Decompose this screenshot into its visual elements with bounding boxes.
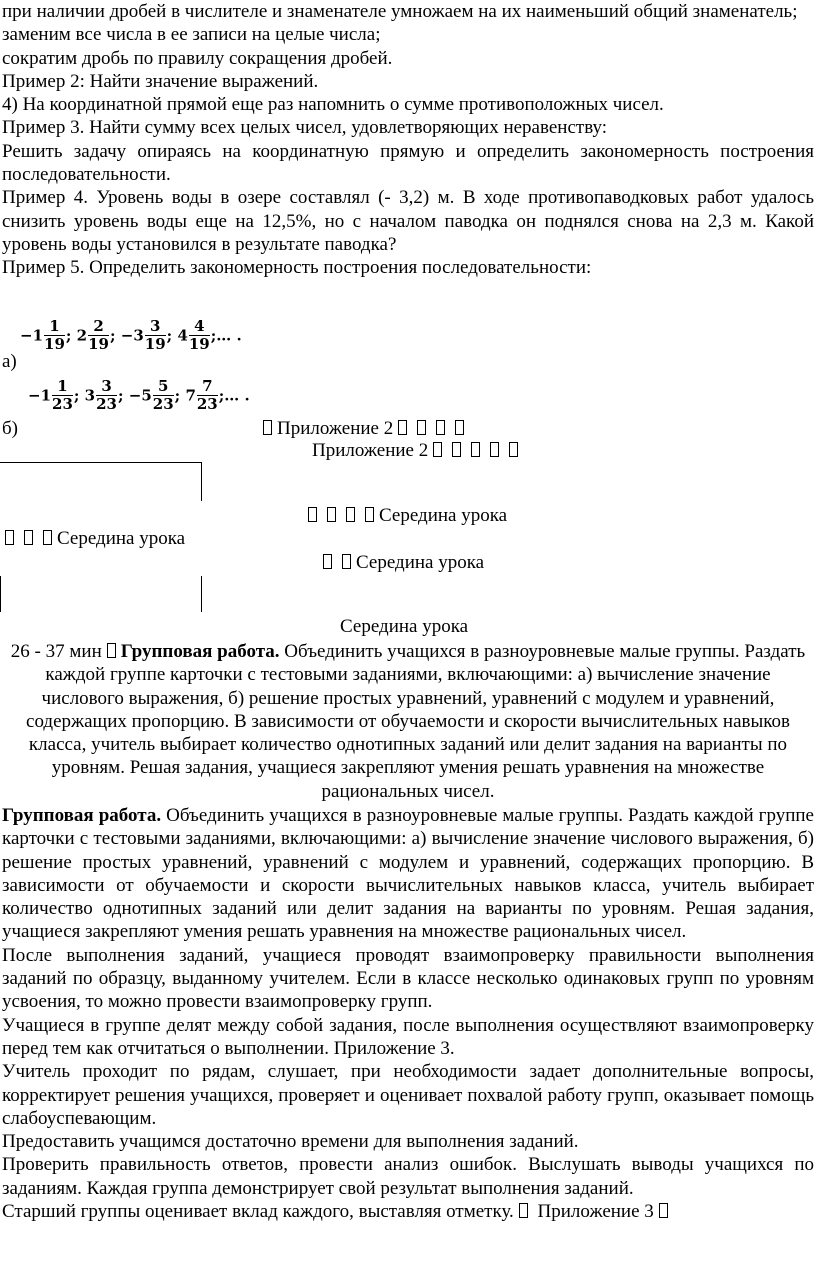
- paragraph: Проверить правильность ответов, провести анализ ошибок. Выслушать выводы учащихся по заданиям. Каждая группа демонстрирует свой результат выполнения заданий.: [2, 1154, 814, 1199]
- missing-glyph-icon: [519, 1203, 528, 1218]
- paragraph: Учитель проходит по рядам, слушает, при необходимости задает дополнительные вопросы, корректирует решения учащихся, проверяет и оценивает похвалой работу групп, оказывает помощь слабоуспевающим.: [2, 1061, 814, 1129]
- middle-lesson-label: Середина урока: [0, 528, 185, 550]
- paragraph: сократим дробь по правилу сокращения дробей.: [2, 47, 393, 69]
- fraction: $\frac{3}{19}$: [144, 317, 166, 353]
- sequence-b-label: б): [2, 418, 18, 439]
- middle-lesson-label: Середина урока: [303, 505, 507, 527]
- term-whole: −3: [120, 326, 144, 345]
- frame-line: [0, 576, 1, 612]
- missing-glyph-icon: [659, 1203, 668, 1218]
- missing-glyph-icon: [436, 420, 445, 435]
- frame-line: [201, 576, 202, 612]
- missing-glyph-icon: [452, 442, 461, 457]
- missing-glyph-icon: [417, 420, 426, 435]
- missing-glyph-icon: [490, 442, 499, 457]
- fraction: $\frac{4}{19}$: [188, 317, 210, 353]
- paragraph: Решить задачу опираясь на координатную прямую и определить закономерность построения последовательности.: [2, 140, 814, 186]
- paragraph: Учащиеся в группе делят между собой задания, после выполнения осуществляют взаимопроверку перед тем как отчитаться о выполнении. Приложение 3.: [2, 1014, 814, 1059]
- paragraph: при наличии дробей в числителе и знаменателе умножаем на их наименьший общий знаменатель;: [2, 1, 798, 22]
- missing-glyph-icon: [471, 442, 480, 457]
- paragraph: Пример 4. Уровень воды в озере составлял (- 3,2) м. В ходе противопаводковых работ удалось снизить уровень воды еще на 12,5%, но с началом паводка он поднялся снова на 2,3 м. Какой уровень воды установился в результате паводка?: [2, 187, 814, 255]
- missing-glyph-icon: [263, 420, 272, 435]
- fraction: $\frac{2}{19}$: [88, 317, 109, 353]
- paragraph: Пример 5. Определить закономерность построения последовательности:: [2, 257, 592, 279]
- term-whole: 3: [84, 386, 96, 405]
- middle-lesson-label: Середина урока: [340, 616, 469, 637]
- appendix-2-label: Приложение 2: [258, 418, 469, 440]
- group-work-centered: [2, 640, 814, 803]
- group-work-justified: [2, 804, 814, 1223]
- term-whole: 4: [177, 326, 188, 345]
- fraction: $\frac{7}{23}$: [196, 377, 218, 413]
- paragraph: Групповая работа. Объединить учащихся в разноуровневые малые группы. Раздать каждой группе карточки с тестовыми заданиями, включающими: а) вычисление значение числового выражения, б) решение простых уравнений, уравнений с модулем и уравнений, содержащих пропорцию. В зависимости от обучаемости и скорости вычислительных навыков класса, учитель выбирает количество однотипных заданий или делит задания на варианты по уровням. Решая задания, учащиеся закрепляют умения решать уравнения на множестве рациональных чисел.: [2, 805, 814, 943]
- sequence-a-formula: −1 $\frac{1}{19}$ ; 2 $\frac{2}{19}$ ; −3 $\frac{3}{19}$ ; 4 $\frac{4}{19}$ ;… .: [20, 317, 242, 353]
- missing-glyph-icon: [107, 643, 116, 658]
- section-title: Групповая работа.: [120, 641, 280, 662]
- appendix-2-label: Приложение 2: [312, 440, 523, 462]
- paragraph: Старший группы оценивает вклад каждого, выставляя отметку. Приложение 3: [2, 1200, 814, 1223]
- middle-lesson-label: Середина урока: [318, 552, 484, 574]
- section-title: Групповая работа.: [2, 805, 162, 826]
- time-range: 26 - 37 мин: [10, 641, 102, 662]
- paragraph: Предоставить учащимся достаточно времени для выполнения заданий.: [2, 1131, 579, 1153]
- sequence-a-label: а): [2, 351, 17, 372]
- missing-glyph-icon: [509, 442, 518, 457]
- term-whole: −1: [28, 386, 52, 405]
- fraction: $\frac{1}{23}$: [52, 377, 73, 413]
- term-whole: 2: [76, 326, 88, 345]
- document-page: [2, 0, 814, 280]
- sequence-b-formula: −1 $\frac{1}{23}$ ; 3 $\frac{3}{23}$ ; −5 $\frac{5}{23}$ ; 7 $\frac{7}{23}$ ;… .: [28, 377, 250, 413]
- paragraph: 4) На координатной прямой еще раз напомнить о сумме противоположных чисел.: [2, 94, 664, 116]
- paragraph: Пример 3. Найти сумму всех целых чисел, удовлетворяющих неравенству:: [2, 117, 608, 139]
- term-whole: −1: [20, 326, 44, 345]
- paragraph: После выполнения заданий, учащиеся проводят взаимопроверку правильности выполнения заданий по образцу, выданному учителем. Если в классе несколько одинаковых групп по уровням усвоения, то можно провести взаимопроверку групп.: [2, 944, 814, 1013]
- term-whole: −5: [128, 386, 152, 405]
- missing-glyph-icon: [455, 420, 464, 435]
- fraction: $\frac{3}{23}$: [96, 377, 117, 413]
- fraction: $\frac{5}{23}$: [152, 377, 174, 413]
- paragraph: 26 - 37 мин Групповая работа. Объединить учащихся в разноуровневые малые группы. Раздать каждой группе карточки с тестовыми заданиями, включающими: а) вычисление значение числового выражения, б) решение простых уравнений, уравнений с модулем и уравнений, содержащих пропорцию. В зависимости от обучаемости и скорости вычислительных навыков класса, учитель выбирает количество однотипных заданий или делит задания на варианты по уровням. Решая задания, учащиеся закрепляют умения решать уравнения на множестве рациональных чисел.: [10, 641, 806, 802]
- paragraph: Пример 2: Найти значение выражений.: [2, 70, 319, 92]
- fraction: $\frac{1}{19}$: [44, 317, 65, 353]
- paragraph: заменим все числа в ее записи на целые числа;: [2, 24, 381, 46]
- term-whole: 7: [185, 386, 196, 405]
- text-frame: [0, 462, 202, 501]
- missing-glyph-icon: [398, 420, 407, 435]
- missing-glyph-icon: [433, 442, 442, 457]
